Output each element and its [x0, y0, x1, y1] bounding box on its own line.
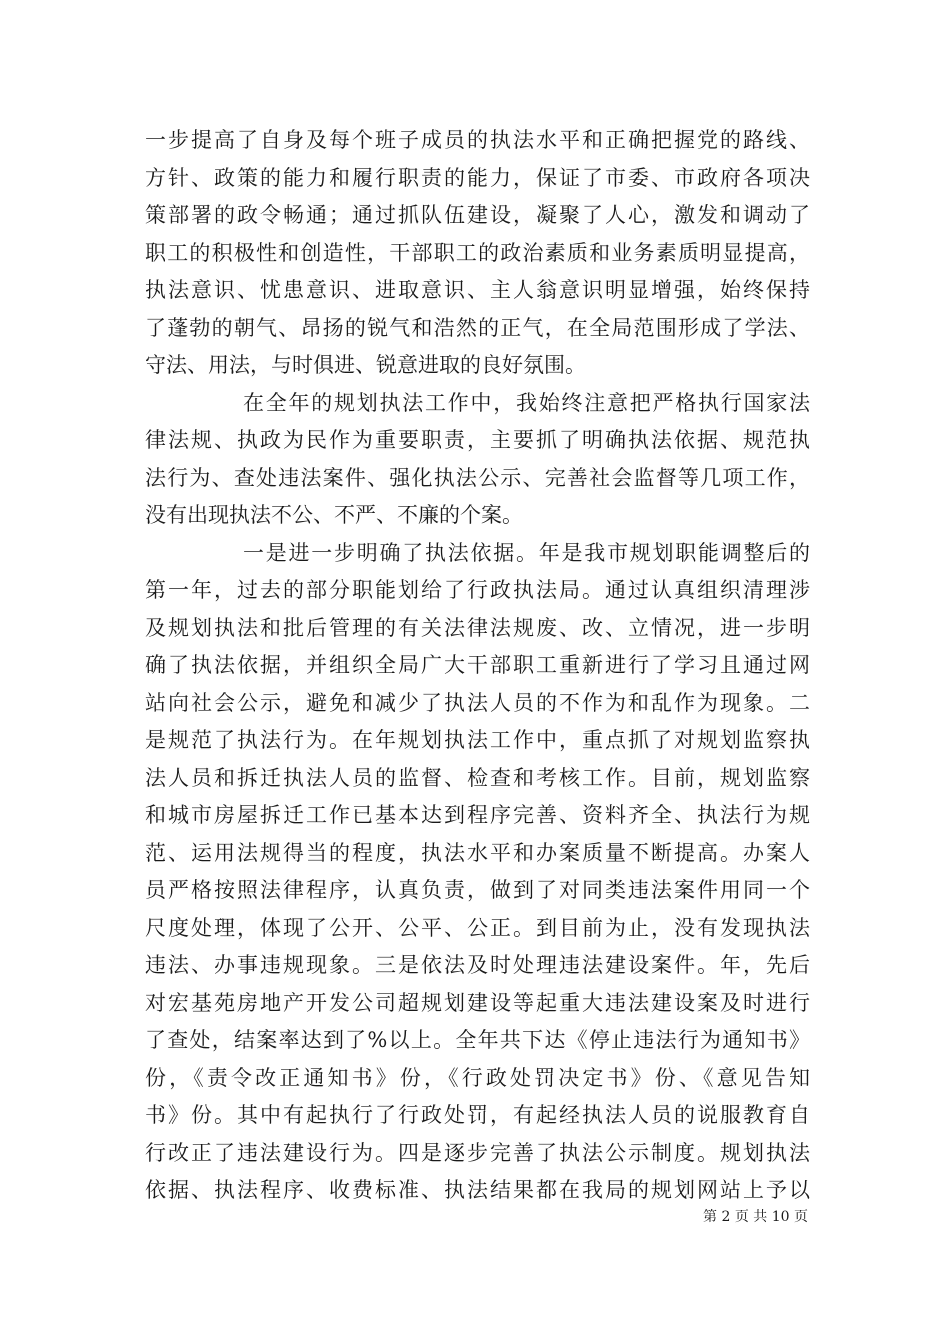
text-line: 依据、执法程序、收费标准、执法结果都在我局的规划网站上予以: [145, 1178, 810, 1202]
text-line: 范、运用法规得当的程度，执法水平和办案质量不断提高。办案人: [145, 840, 810, 865]
text-line: 尺度处理，体现了公开、公平、公正。到目前为止，没有发现执法: [145, 915, 810, 940]
text-line: 及规划执法和批后管理的有关法律法规废、改、立情况，进一步明: [145, 615, 810, 640]
text-line: 职工的积极性和创造性，干部职工的政治素质和业务素质明显提高，: [145, 240, 810, 265]
text-line: 站向社会公示，避免和减少了执法人员的不作为和乱作为现象。二: [145, 690, 810, 715]
text-line: 方针、政策的能力和履行职责的能力，保证了市委、市政府各项决: [145, 165, 810, 190]
text-line: 法人员和拆迁执法人员的监督、检查和考核工作。目前，规划监察: [145, 765, 810, 790]
text-line: 和城市房屋拆迁工作已基本达到程序完善、资料齐全、执法行为规: [145, 803, 810, 827]
text-line: 一步提高了自身及每个班子成员的执法水平和正确把握党的路线、: [145, 128, 810, 152]
text-line-paragraph-end: 守法、用法，与时俱进、锐意进取的良好氛围。: [145, 353, 586, 377]
text-line: 书》份。其中有起执行了行政处罚，有起经执法人员的说服教育自: [145, 1103, 810, 1127]
text-line: 律法规、执政为民作为重要职责，主要抓了明确执法依据、规范执: [145, 428, 810, 452]
text-line: 执法意识、忧患意识、进取意识、主人翁意识明显增强，始终保持: [145, 278, 810, 302]
text-line: 了蓬勃的朝气、昂扬的锐气和浩然的正气，在全局范围形成了学法、: [145, 315, 810, 340]
page-number-footer: 第 2 页 共 10 页: [703, 1209, 808, 1225]
text-line: 是规范了执法行为。在年规划执法工作中，重点抓了对规划监察执: [145, 728, 810, 752]
text-line: 违法、办事违规现象。三是依法及时处理违法建设案件。年，先后: [145, 953, 810, 977]
text-line-paragraph-end: 没有出现执法不公、不严、不廉的个案。: [145, 503, 523, 527]
text-line: 第一年，过去的部分职能划给了行政执法局。通过认真组织清理涉: [145, 578, 810, 602]
text-line: 策部署的政令畅通；通过抓队伍建设，凝聚了人心，激发和调动了: [145, 203, 810, 227]
text-line: 行改正了违法建设行为。四是逐步完善了执法公示制度。规划执法: [145, 1140, 810, 1165]
text-line-paragraph-start: 在全年的规划执法工作中，我始终注意把严格执行国家法: [243, 390, 810, 415]
text-line: 确了执法依据，并组织全局广大干部职工重新进行了学习且通过网: [145, 653, 810, 677]
text-line: 法行为、查处违法案件、强化执法公示、完善社会监督等几项工作，: [145, 465, 810, 490]
body-text: [145, 122, 810, 1210]
text-line: 了查处，结案率达到了%以上。全年共下达《停止违法行为通知书》: [145, 1028, 810, 1052]
text-line: 对宏基苑房地产开发公司超规划建设等起重大违法建设案及时进行: [145, 990, 810, 1015]
text-line: 员严格按照法律程序，认真负责，做到了对同类违法案件用同一个: [145, 878, 810, 902]
text-line-paragraph-start: 一是进一步明确了执法依据。年是我市规划职能调整后的: [243, 540, 810, 565]
text-line: 份，《责令改正通知书》份，《行政处罚决定书》份、《意见告知: [145, 1065, 810, 1090]
